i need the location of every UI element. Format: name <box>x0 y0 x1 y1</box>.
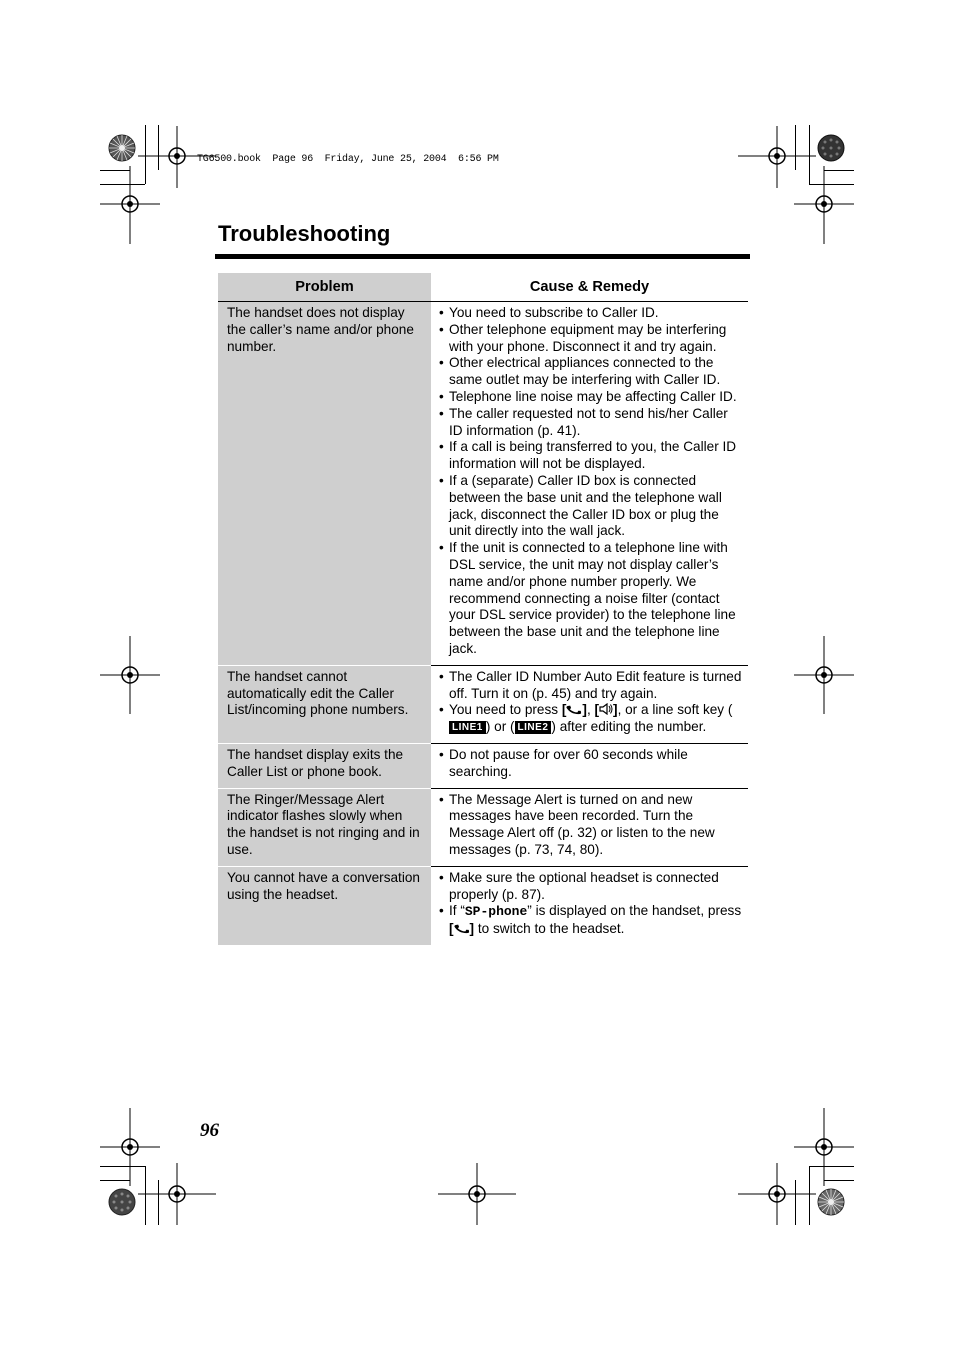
bracket-open: [ <box>594 702 600 718</box>
remedy-item-press-keys <box>439 702 742 736</box>
remedy-text: , <box>586 702 595 718</box>
problem-cell: The handset does not display the caller’s name and/or phone number. <box>218 302 431 666</box>
color-calibration-disc-icon <box>817 134 845 162</box>
file-info-header: TG6500.book Page 96 Friday, June 25, 2004 6:56 PM <box>197 154 499 165</box>
page-title: Troubleshooting <box>218 221 391 246</box>
registration-mark-icon <box>738 1163 816 1225</box>
remedy-item: • Other electrical appliances connected to the same outlet may be interfering with Caller ID. <box>439 355 742 389</box>
speakerphone-icon <box>599 703 613 715</box>
column-header-remedy: Cause & Remedy <box>431 273 748 302</box>
table-row <box>218 788 748 866</box>
column-header-problem: Problem <box>218 273 431 302</box>
remedy-text: ) after editing the number. <box>551 719 707 735</box>
registration-mark-icon <box>794 636 854 714</box>
remedy-item: • If a (separate) Caller ID box is connected between the base unit and the telephone wall jack, disconnect the Caller ID box or plug the unit directly into the wall jack. <box>439 473 742 540</box>
remedy-text: ” is displayed on the handset, press <box>527 903 742 919</box>
speakerphone-button-ref <box>595 702 618 717</box>
remedy-list <box>439 792 742 859</box>
bracket-close: ] <box>469 921 475 937</box>
remedy-cell <box>431 788 748 866</box>
talk-handset-icon <box>566 704 582 715</box>
remedy-text: ) or ( <box>485 719 515 735</box>
troubleshooting-table <box>218 273 748 945</box>
color-calibration-disc-icon <box>108 1188 136 1216</box>
bracket-close: ] <box>582 702 587 718</box>
bracket-close: ] <box>613 702 618 718</box>
remedy-text: , or a line soft key ( <box>617 702 733 718</box>
remedy-item: • The Caller ID Number Auto Edit feature is turned off. Turn it on (p. 45) and try again. <box>439 669 742 703</box>
remedy-item: • If the unit is connected to a telephone line with DSL service, the unit may not display caller’s name and/or phone number properly. We recommend connecting a noise filter (contact your DSL service provider) to the telephone line between the base unit and the telephone line jack. <box>439 540 742 658</box>
remedy-cell <box>431 866 748 945</box>
talk-button-ref <box>449 921 474 936</box>
lcd-display-text: SP-phone <box>464 904 528 920</box>
line1-softkey: LINE1 <box>449 721 486 734</box>
remedy-item: • You need to subscribe to Caller ID. <box>439 305 742 322</box>
remedy-item: • Do not pause for over 60 seconds while searching. <box>439 747 742 781</box>
color-calibration-disc-icon <box>108 134 136 162</box>
table-row <box>218 665 748 743</box>
bracket-open: [ <box>449 921 454 937</box>
remedy-item: • The caller requested not to send his/her Caller ID information (p. 41). <box>439 406 742 440</box>
remedy-list <box>439 305 742 658</box>
remedy-item: • If a call is being transferred to you, the Caller ID information will not be displayed. <box>439 439 742 473</box>
problem-cell: The handset cannot automatically edit the Caller List/incoming phone numbers. <box>218 665 431 743</box>
bracket-open: [ <box>561 702 567 718</box>
table-row <box>218 743 748 788</box>
remedy-list <box>439 870 742 938</box>
remedy-list <box>439 669 742 736</box>
talk-handset-icon <box>454 923 470 934</box>
remedy-cell <box>431 665 748 743</box>
remedy-item: • Other telephone equipment may be interfering with your phone. Disconnect it and try again. <box>439 322 742 356</box>
remedy-item: • The Message Alert is turned on and new messages have been recorded. Turn the Message Alert off (p. 32) or listen to the new messages (p. 73, 74, 80). <box>439 792 742 859</box>
table-row <box>218 866 748 945</box>
problem-cell: The handset display exits the Caller List or phone book. <box>218 743 431 788</box>
color-calibration-disc-icon <box>817 1188 845 1216</box>
remedy-item: • Make sure the optional headset is connected properly (p. 87). <box>439 870 742 904</box>
table-row <box>218 302 748 666</box>
registration-mark-icon <box>100 636 160 714</box>
registration-mark-icon <box>138 1163 216 1225</box>
problem-cell: You cannot have a conversation using the headset. <box>218 866 431 945</box>
table-header-row <box>218 273 748 302</box>
registration-mark-icon <box>438 1163 516 1225</box>
remedy-text: to switch to the headset. <box>474 921 625 937</box>
line2-softkey: LINE2 <box>515 721 552 734</box>
title-rule <box>215 254 750 259</box>
remedy-item-sp-phone <box>439 903 742 938</box>
remedy-cell <box>431 743 748 788</box>
remedy-item: • Telephone line noise may be affecting Caller ID. <box>439 389 742 406</box>
registration-mark-icon <box>794 166 854 244</box>
talk-button-ref <box>562 702 587 717</box>
remedy-cell <box>431 302 748 666</box>
remedy-text: You need to press <box>449 702 562 718</box>
page-number: 96 <box>200 1120 219 1141</box>
remedy-text: If “ <box>449 903 465 919</box>
registration-mark-icon <box>100 166 160 244</box>
remedy-list <box>439 747 742 781</box>
problem-cell: The Ringer/Message Alert indicator flashes slowly when the handset is not ringing and in use. <box>218 788 431 866</box>
